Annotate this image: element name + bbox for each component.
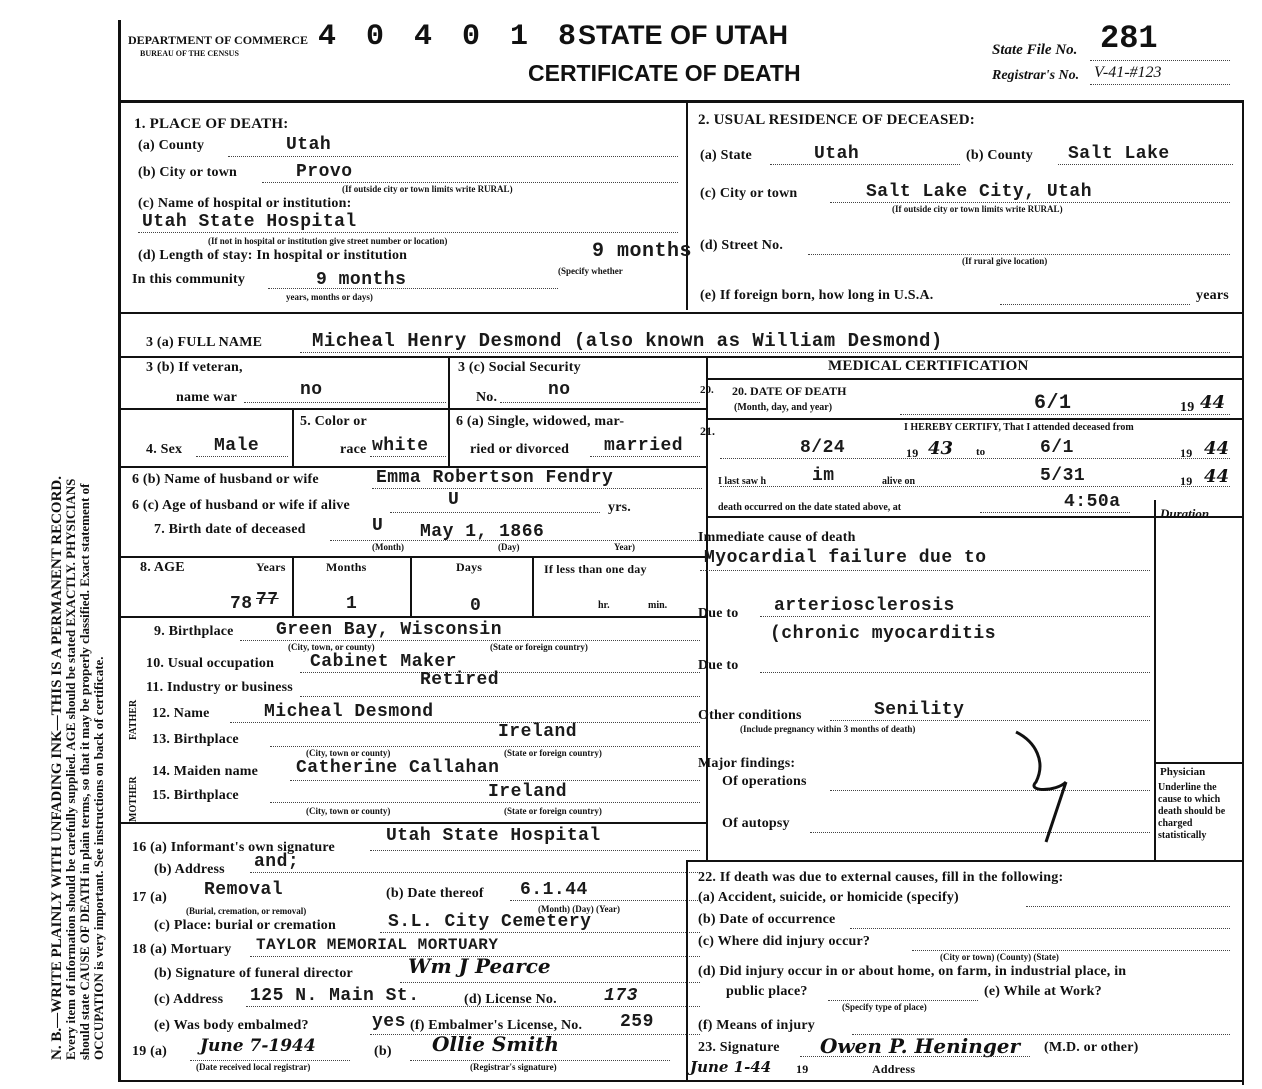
spouse-age-value: U bbox=[448, 490, 460, 510]
res-county-value: Salt Lake bbox=[1068, 144, 1170, 164]
death-time-value: 4:50a bbox=[1064, 492, 1121, 512]
burial-place-label: (c) Place: burial or cremation bbox=[154, 918, 336, 933]
dotted-line bbox=[830, 202, 1230, 203]
residence-heading: 2. USUAL RESIDENCE OF DECEASED: bbox=[698, 112, 975, 128]
registrar-label: Registrar's No. bbox=[992, 68, 1080, 83]
father-state-note: (State or foreign country) bbox=[504, 748, 602, 758]
age-days-value: 0 bbox=[470, 596, 482, 616]
removal-label: 17 (a) bbox=[132, 890, 168, 905]
external-divider bbox=[686, 860, 688, 1080]
dotted-line bbox=[770, 164, 960, 165]
external-d: (d) Did injury occur in or about home, on farm, in industrial place, in bbox=[698, 964, 1127, 979]
dotted-line bbox=[1090, 84, 1230, 85]
sidebar-line-3: should state CAUSE OF DEATH in plain terms, so that it may be properly classified. Exact statement of bbox=[77, 483, 92, 1060]
row-line bbox=[118, 312, 1243, 314]
dotted-line bbox=[268, 288, 558, 289]
embalmer-label: (f) Embalmer's License, No. bbox=[410, 1018, 583, 1033]
certify-num: 21. bbox=[700, 424, 715, 438]
city-note: (If outside city or town limits write RURAL) bbox=[342, 184, 513, 194]
dotted-line bbox=[370, 456, 446, 457]
father-birth-label: 13. Birthplace bbox=[152, 732, 239, 747]
age-min: min. bbox=[648, 600, 668, 611]
color-label: 5. Color or bbox=[300, 414, 367, 429]
dotted-line bbox=[1058, 164, 1233, 165]
external-f: (f) Means of injury bbox=[698, 1018, 815, 1033]
cell-line bbox=[410, 556, 412, 616]
physician-signature: Owen P. Heninger bbox=[820, 1034, 1021, 1058]
city-label: (b) City or town bbox=[138, 165, 237, 180]
physician-line bbox=[1154, 762, 1242, 764]
age-label: 8. AGE bbox=[140, 560, 185, 575]
row-line bbox=[118, 616, 706, 618]
mother-side-label: MOTHER bbox=[128, 776, 139, 822]
res-city-value: Salt Lake City, Utah bbox=[866, 182, 1093, 202]
res-street-label: (d) Street No. bbox=[700, 238, 784, 253]
dotted-line bbox=[760, 672, 1150, 673]
dotted-line bbox=[138, 232, 678, 233]
major-label: Major findings: bbox=[698, 756, 796, 771]
dotted-line bbox=[900, 414, 1230, 415]
alive-on: alive on bbox=[882, 476, 916, 487]
other-note: (Include pregnancy within 3 months of death) bbox=[740, 724, 916, 734]
marital-value: married bbox=[604, 436, 684, 456]
dotted-line bbox=[372, 488, 702, 489]
hospital-note: (If not in hospital or institution give street number or location) bbox=[208, 236, 448, 246]
stay-hospital-value: 9 months bbox=[592, 240, 693, 263]
age-days-label: Days bbox=[456, 560, 483, 574]
certify-text: I HEREBY CERTIFY, That I attended deceased from bbox=[904, 422, 1134, 433]
dotted-line bbox=[290, 780, 700, 781]
occupation-label: 10. Usual occupation bbox=[146, 656, 275, 671]
mother-city-note: (City, town or county) bbox=[306, 806, 391, 816]
sex-label: 4. Sex bbox=[146, 442, 183, 457]
physician-note: Underline the cause to which death should be charged statistically bbox=[1158, 782, 1226, 841]
due1b-value: (chronic myocarditis bbox=[770, 624, 997, 644]
dotted-line bbox=[330, 540, 700, 541]
mother-birth-label: 15. Birthplace bbox=[152, 788, 239, 803]
immediate-value: Myocardial failure due to bbox=[704, 548, 987, 568]
dotted-line bbox=[700, 570, 1150, 571]
medical-heading: MEDICAL CERTIFICATION bbox=[828, 358, 1029, 374]
dod-label: 20. DATE OF DEATH bbox=[732, 384, 847, 398]
immediate-label: Immediate cause of death bbox=[698, 530, 856, 545]
informant-label: 16 (a) Informant's own signature bbox=[132, 840, 335, 855]
row-line bbox=[118, 408, 706, 410]
specify-note: (Specify whether bbox=[558, 266, 623, 276]
external-d2: public place? bbox=[726, 984, 808, 999]
cell-line bbox=[292, 556, 294, 616]
dotted-line bbox=[720, 486, 1230, 487]
external-b: (b) Date of occurrence bbox=[698, 912, 836, 927]
embalmed-value: yes bbox=[372, 1012, 406, 1032]
hospital-value: Utah State Hospital bbox=[142, 212, 357, 232]
bureau-label: BUREAU OF THE CENSUS bbox=[140, 49, 239, 58]
external-c-note: (City or town) (County) (State) bbox=[940, 952, 1059, 962]
age-years-struck: 77 bbox=[256, 590, 279, 610]
dotted-line bbox=[590, 456, 700, 457]
duration-col bbox=[1154, 500, 1156, 860]
row-line bbox=[118, 822, 706, 824]
external-d-note: (Specify type of place) bbox=[842, 1002, 927, 1012]
certifier-mark-icon bbox=[1006, 722, 1096, 852]
dod-num: 20. bbox=[700, 384, 714, 396]
dotted-line bbox=[400, 982, 700, 983]
birth-u: U bbox=[372, 516, 384, 536]
operations-label: Of operations bbox=[722, 774, 807, 789]
birthplace-label: 9. Birthplace bbox=[154, 624, 234, 639]
dotted-line bbox=[370, 850, 700, 851]
burial-place-value: S.L. City Cemetery bbox=[388, 912, 592, 932]
dotted-line bbox=[500, 402, 700, 403]
dotted-line bbox=[390, 512, 600, 513]
row-line bbox=[686, 860, 1242, 862]
attend-from: 8/24 bbox=[800, 438, 846, 458]
res-foreign-label: (e) If foreign born, how long in U.S.A. bbox=[700, 288, 934, 303]
community-value: 9 months bbox=[316, 270, 407, 290]
frame-left bbox=[118, 20, 121, 1080]
race-value: white bbox=[372, 436, 429, 456]
external-e: (e) While at Work? bbox=[984, 984, 1102, 999]
frame-top bbox=[118, 100, 1243, 103]
place-heading: 1. PLACE OF DEATH: bbox=[134, 116, 289, 132]
community-label: In this community bbox=[132, 272, 246, 287]
fullname-value: Micheal Henry Desmond (also known as William Desmond) bbox=[312, 330, 943, 352]
date-stamp: June 1-44 bbox=[690, 1058, 772, 1076]
industry-value: Retired bbox=[420, 670, 500, 690]
attend-century-1: 19 bbox=[906, 446, 919, 460]
sex-value: Male bbox=[214, 436, 260, 456]
dotted-line bbox=[270, 746, 700, 747]
race-label: race bbox=[340, 442, 367, 457]
address2-value: 125 N. Main St. bbox=[250, 986, 420, 1006]
age-lessday-label: If less than one day bbox=[544, 562, 647, 576]
veteran-value: no bbox=[300, 380, 323, 400]
res-county-label: (b) County bbox=[966, 148, 1033, 163]
hospital-label: (c) Name of hospital or institution: bbox=[138, 196, 352, 211]
dotted-line bbox=[830, 790, 1150, 791]
father-city-note: (City, town or county) bbox=[306, 748, 391, 758]
serial-number: 4 0 4 0 1 8 bbox=[318, 20, 583, 54]
mortuary-value: TAYLOR MEMORIAL MORTUARY bbox=[256, 936, 499, 954]
attend-to-label: to bbox=[976, 446, 986, 458]
informant-value: Utah State Hospital bbox=[386, 826, 601, 846]
dotted-line bbox=[196, 456, 288, 457]
removal-note: (Burial, cremation, or removal) bbox=[186, 906, 307, 916]
state-file-label: State File No. bbox=[992, 42, 1078, 58]
cell-line bbox=[448, 408, 450, 466]
received-label: 19 (a) bbox=[132, 1044, 168, 1059]
birth-date-value: May 1, 1866 bbox=[420, 522, 545, 542]
received-note: (Date received local registrar) bbox=[196, 1062, 311, 1072]
dotted-line bbox=[380, 932, 700, 933]
res-years-label: years bbox=[1196, 288, 1229, 303]
res-street-note: (If rural give location) bbox=[962, 256, 1048, 266]
external-a: (a) Accident, suicide, or homicide (specify) bbox=[698, 890, 959, 905]
lastsaw-him: im bbox=[812, 466, 835, 486]
removal-date-label: (b) Date thereof bbox=[386, 886, 484, 901]
dotted-line bbox=[230, 722, 700, 723]
dod-note: (Month, day, and year) bbox=[734, 402, 833, 413]
dotted-line bbox=[808, 254, 1230, 255]
year-prefix: 19 bbox=[796, 1062, 809, 1076]
stay-label: (d) Length of stay: In hospital or institution bbox=[138, 248, 408, 263]
ss-no-label: No. bbox=[476, 390, 498, 405]
autopsy-label: Of autopsy bbox=[722, 816, 790, 831]
mother-state-note: (State or foreign country) bbox=[504, 806, 602, 816]
row-line bbox=[118, 356, 1243, 358]
birth-day-note: (Day) bbox=[498, 542, 520, 552]
dod-value: 6/1 bbox=[1034, 392, 1072, 415]
dotted-line bbox=[828, 1000, 978, 1001]
dotted-line bbox=[250, 872, 700, 873]
spouse-age-label: 6 (c) Age of husband or wife if alive bbox=[132, 498, 350, 513]
dotted-line bbox=[800, 1056, 1030, 1057]
birthplace-state-note: (State or foreign country) bbox=[490, 642, 588, 652]
dotted-line bbox=[912, 950, 1230, 951]
dotted-line bbox=[760, 616, 1150, 617]
dotted-line bbox=[1090, 60, 1230, 61]
sidebar-line-2: Every item of information should be carefully supplied. AGE should be stated EXACTLY. PHYSICIANS bbox=[63, 478, 78, 1060]
dotted-line bbox=[720, 458, 1230, 459]
duration-label: Duration bbox=[1160, 506, 1210, 521]
dotted-line bbox=[228, 156, 678, 157]
dotted-line bbox=[246, 1006, 700, 1007]
veteran-name-label: name war bbox=[176, 390, 238, 405]
birthplace-city-note: (City, town, or county) bbox=[288, 642, 375, 652]
signature-label: 23. Signature bbox=[698, 1040, 780, 1055]
marital-label-2: ried or divorced bbox=[470, 442, 570, 457]
county-label: (a) County bbox=[138, 138, 205, 153]
row-line bbox=[706, 378, 1242, 380]
other-value: Senility bbox=[874, 700, 965, 720]
dotted-line bbox=[300, 672, 700, 673]
lastsaw-year: 44 bbox=[1204, 466, 1230, 487]
industry-label: 11. Industry or business bbox=[146, 680, 293, 695]
frame-bottom bbox=[118, 1080, 1243, 1082]
dotted-line bbox=[1000, 304, 1190, 305]
removal-date-value: 6.1.44 bbox=[520, 880, 588, 900]
birth-label: 7. Birth date of deceased bbox=[154, 522, 306, 537]
informant-address-label: (b) Address bbox=[154, 862, 225, 877]
sidebar-line-1: N. B.—WRITE PLAINLY WITH UNFADING INK—THIS IS A PERMANENT RECORD. bbox=[49, 476, 65, 1060]
cell-line bbox=[532, 556, 534, 616]
registrar-b-label: (b) bbox=[374, 1044, 392, 1059]
license-value: 173 bbox=[604, 986, 638, 1006]
father-name-value: Micheal Desmond bbox=[264, 702, 434, 722]
state-title: STATE OF UTAH bbox=[578, 20, 788, 50]
frame-right bbox=[1242, 100, 1244, 1085]
ss-label: 3 (c) Social Security bbox=[458, 360, 581, 375]
spouse-value: Emma Robertson Fendry bbox=[376, 468, 614, 488]
removal-value: Removal bbox=[204, 880, 284, 900]
other-label: Other conditions bbox=[698, 708, 802, 723]
dotted-line bbox=[810, 832, 1150, 833]
father-birth-value: Ireland bbox=[498, 722, 578, 742]
attend-from-year: 43 bbox=[928, 438, 954, 459]
birth-year-note: Year) bbox=[614, 542, 635, 552]
birthplace-value: Green Bay, Wisconsin bbox=[276, 620, 503, 640]
received-value: June 7-1944 bbox=[200, 1036, 316, 1056]
row-line bbox=[118, 556, 706, 558]
dotted-line bbox=[830, 720, 1150, 721]
dotted-line bbox=[262, 182, 678, 183]
embalmed-label: (e) Was body embalmed? bbox=[154, 1018, 309, 1033]
registrar-no: V-41-#123 bbox=[1094, 64, 1162, 81]
dod-century: 19 bbox=[1180, 400, 1195, 415]
dotted-line bbox=[300, 696, 700, 697]
due2-label: Due to bbox=[698, 658, 739, 673]
father-name-label: 12. Name bbox=[152, 706, 210, 721]
mortuary-label: 18 (a) Mortuary bbox=[132, 942, 232, 957]
informant-address-value: and; bbox=[254, 852, 300, 872]
sidebar-line-4: OCCUPATION is very important. See instructions on back of certificate. bbox=[91, 656, 106, 1060]
dotted-line bbox=[850, 928, 1230, 929]
marital-label: 6 (a) Single, widowed, mar- bbox=[456, 414, 625, 429]
removal-date-note: (Month) (Day) (Year) bbox=[538, 904, 620, 914]
death-time-label: death occurred on the date stated above, at bbox=[718, 502, 902, 513]
res-city-note: (If outside city or town limits write RURAL) bbox=[892, 204, 1063, 214]
dotted-line bbox=[270, 802, 700, 803]
occupation-value: Cabinet Maker bbox=[310, 652, 457, 672]
city-value: Provo bbox=[296, 162, 353, 182]
attend-century-2: 19 bbox=[1180, 446, 1193, 460]
lastsaw-label: I last saw h bbox=[718, 476, 767, 487]
mother-name-value: Catherine Callahan bbox=[296, 758, 500, 778]
due1-label: Due to bbox=[698, 606, 739, 621]
dotted-line bbox=[244, 402, 446, 403]
ss-value: no bbox=[548, 380, 571, 400]
external-heading: 22. If death was due to external causes, fill in the following: bbox=[698, 870, 1064, 885]
due1-value: arteriosclerosis bbox=[774, 596, 955, 616]
age-months-label: Months bbox=[326, 560, 367, 574]
address-label: Address bbox=[872, 1062, 916, 1076]
director-signature: Wm J Pearce bbox=[408, 954, 551, 978]
dotted-line bbox=[510, 900, 700, 901]
fullname-label: 3 (a) FULL NAME bbox=[146, 335, 263, 350]
department-label: DEPARTMENT OF COMMERCE bbox=[128, 33, 309, 47]
external-c: (c) Where did injury occur? bbox=[698, 934, 871, 949]
director-label: (b) Signature of funeral director bbox=[154, 966, 353, 981]
lastsaw-value: 5/31 bbox=[1040, 466, 1086, 486]
age-months-value: 1 bbox=[346, 594, 358, 614]
lastsaw-century: 19 bbox=[1180, 474, 1193, 488]
dotted-line bbox=[300, 352, 1230, 353]
dotted-line bbox=[240, 640, 700, 641]
res-city-label: (c) City or town bbox=[700, 186, 798, 201]
res-state-value: Utah bbox=[814, 144, 860, 164]
cell-line bbox=[292, 408, 294, 466]
attend-to-year: 44 bbox=[1204, 438, 1230, 459]
dotted-line bbox=[190, 1060, 350, 1061]
birth-month-note: (Month) bbox=[372, 542, 404, 552]
mother-name-label: 14. Maiden name bbox=[152, 764, 259, 779]
county-value: Utah bbox=[286, 135, 332, 155]
state-file-no: 281 bbox=[1100, 20, 1158, 57]
dotted-line bbox=[410, 1060, 670, 1061]
license-label: (d) License No. bbox=[464, 992, 557, 1007]
embalmer-value: 259 bbox=[620, 1012, 654, 1032]
sidebar-instructions bbox=[50, 60, 106, 1060]
veteran-label: 3 (b) If veteran, bbox=[146, 360, 243, 375]
cell-line bbox=[448, 356, 450, 408]
yrs-label: yrs. bbox=[608, 500, 631, 515]
registrar-note: (Registrar's signature) bbox=[470, 1062, 557, 1072]
md-label: (M.D. or other) bbox=[1044, 1040, 1139, 1055]
address2-label: (c) Address bbox=[154, 992, 224, 1007]
row-line bbox=[706, 418, 1242, 420]
dod-year: 44 bbox=[1200, 392, 1226, 413]
spouse-label: 6 (b) Name of husband or wife bbox=[132, 472, 319, 487]
father-side-label: FATHER bbox=[128, 699, 139, 740]
registrar-signature: Ollie Smith bbox=[432, 1032, 559, 1056]
dotted-line bbox=[980, 512, 1130, 513]
age-years-value: 78 bbox=[230, 594, 253, 614]
dotted-line bbox=[1026, 906, 1230, 907]
top-divider bbox=[686, 100, 688, 310]
certificate-title: CERTIFICATE OF DEATH bbox=[528, 60, 801, 86]
age-years-label: Years bbox=[256, 560, 286, 574]
physician-title: Physician bbox=[1160, 766, 1206, 778]
age-hr: hr. bbox=[598, 600, 610, 611]
community-note: years, months or days) bbox=[286, 292, 373, 302]
mother-birth-value: Ireland bbox=[488, 782, 568, 802]
res-state-label: (a) State bbox=[700, 148, 752, 163]
attend-to: 6/1 bbox=[1040, 438, 1074, 458]
